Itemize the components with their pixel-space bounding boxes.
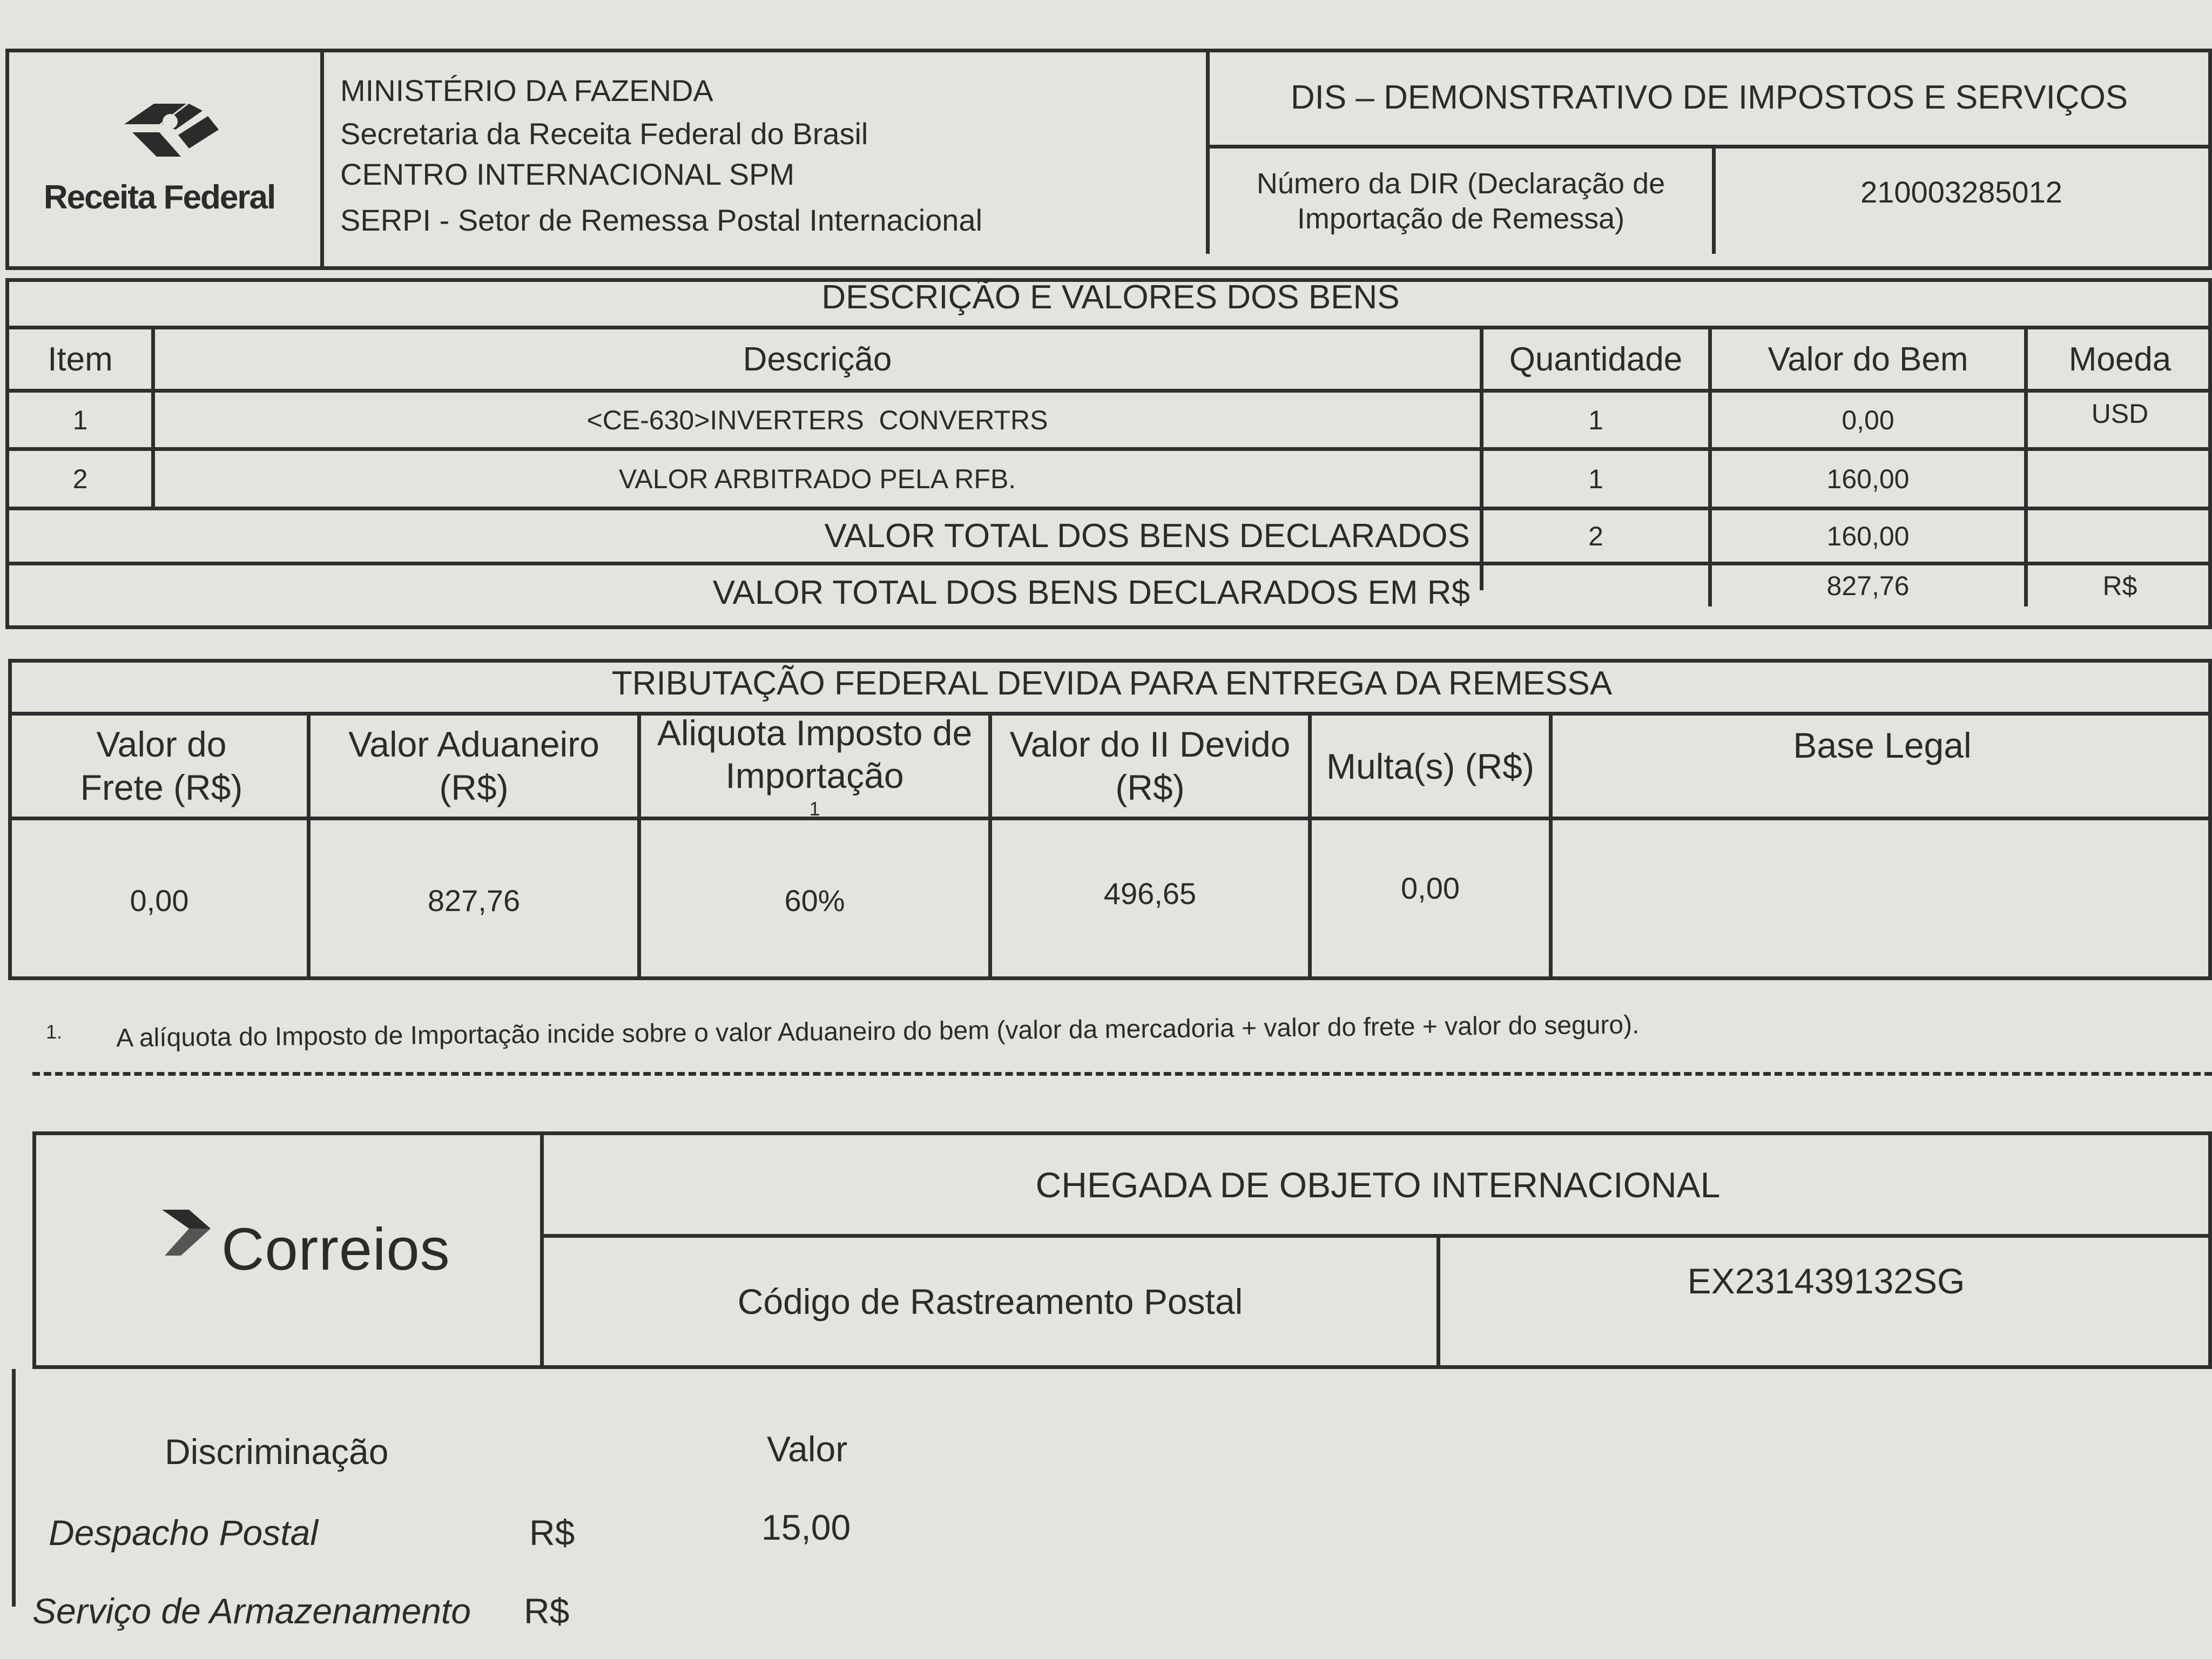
col-header-currency: Moeda <box>2068 340 2171 378</box>
tracking-code: EX231439132SG <box>1687 1261 1965 1301</box>
freight-header: Valor do Frete (R$) <box>80 724 243 807</box>
total-label: VALOR TOTAL DOS BENS DECLARADOS <box>824 517 1470 555</box>
total-quantity: 2 <box>1588 521 1603 551</box>
row2-item: 2 <box>72 463 88 494</box>
goods-title: DESCRIÇÃO E VALORES DOS BENS <box>821 278 1400 316</box>
receita-federal-logo <box>32 92 286 232</box>
ii-due-header: Valor do II Devido (R$) <box>1009 724 1291 807</box>
import-rate-note-mark: 1 <box>809 798 820 820</box>
row1-value: 0,00 <box>1842 404 1894 435</box>
correios-logo <box>157 1204 502 1291</box>
footnote-text: A alíquota do Imposto de Importação incide sobre o valor Aduaneiro do bem (valor da mercadoria + valor do frete + valor do seguro). <box>116 1010 1640 1053</box>
legal-basis-header: Base Legal <box>1793 725 1972 765</box>
col-header-description: Descrição <box>743 340 892 378</box>
secretariat-name: Secretaria da Receita Federal do Brasil <box>340 117 868 151</box>
charge-label-postal-dispatch: Despacho Postal <box>49 1513 318 1553</box>
fines-header: Multa(s) (R$) <box>1326 746 1534 786</box>
total-brl-label: VALOR TOTAL DOS BENS DECLARADOS EM R$ <box>712 574 1470 611</box>
customs-value: 827,76 <box>427 883 521 918</box>
total-brl-currency: R$ <box>2102 571 2137 601</box>
discrimination-header: Discriminação <box>165 1432 389 1472</box>
arrival-title: CHEGADA DE OBJETO INTERNACIONAL <box>1035 1164 1721 1205</box>
dir-label: Número da DIR (Declaração de Importação de Remessa) <box>1256 167 1665 235</box>
row1-currency: USD <box>2091 398 2149 429</box>
correios-chevron-icon <box>157 1204 221 1264</box>
sector-name: SERPI - Setor de Remessa Postal Internacional <box>340 203 983 237</box>
legal-basis-value <box>1553 820 2212 955</box>
document-title: DIS – DEMONSTRATIVO DE IMPOSTOS E SERVIÇOS <box>1290 78 2128 116</box>
import-rate-header <box>641 712 988 820</box>
charge-currency-storage: R$ <box>524 1591 570 1631</box>
col-header-quantity: Quantidade <box>1509 340 1683 378</box>
charge-label-storage: Serviço de Armazenamento <box>32 1591 471 1631</box>
tax-title: TRIBUTAÇÃO FEDERAL DEVIDA PARA ENTREGA DA REMESSA <box>611 664 1613 702</box>
receita-logo-text: Receita Federal <box>43 179 275 216</box>
correios-logo-text: Correios <box>221 1216 450 1283</box>
ii-due-value: 496,65 <box>1103 876 1197 911</box>
import-rate-header-text: Aliquota Imposto de Importação <box>657 712 973 795</box>
value-header: Valor <box>767 1429 848 1469</box>
row1-description: <CE-630>INVERTERS CONVERTRS <box>586 404 1048 435</box>
ministry-name: MINISTÉRIO DA FAZENDA <box>340 73 713 107</box>
dir-number: 210003285012 <box>1860 174 2062 209</box>
total-value: 160,00 <box>1826 521 1910 551</box>
freight-value: 0,00 <box>130 883 189 918</box>
import-rate-value: 60% <box>784 883 845 918</box>
row1-quantity: 1 <box>1588 404 1603 435</box>
cut-line <box>32 1072 2212 1076</box>
footnote-number: 1. <box>46 1021 63 1043</box>
center-name: CENTRO INTERNACIONAL SPM <box>340 157 795 191</box>
row2-quantity: 1 <box>1588 463 1603 494</box>
charge-currency-postal-dispatch: R$ <box>529 1513 575 1553</box>
col-header-item: Item <box>48 340 113 378</box>
col-header-value: Valor do Bem <box>1768 340 1968 378</box>
row2-description: VALOR ARBITRADO PELA RFB. <box>618 463 1016 494</box>
receita-emblem-icon <box>32 92 286 173</box>
row2-value: 160,00 <box>1826 463 1910 494</box>
fines-value: 0,00 <box>1401 871 1460 905</box>
charge-value-postal-dispatch: 15,00 <box>761 1507 851 1547</box>
row1-item: 1 <box>72 404 88 435</box>
tracking-label: Código de Rastreamento Postal <box>737 1282 1243 1321</box>
row2-currency <box>2028 451 2212 507</box>
total-brl-value: 827,76 <box>1826 571 1910 601</box>
customs-value-header: Valor Aduaneiro (R$) <box>348 724 599 807</box>
